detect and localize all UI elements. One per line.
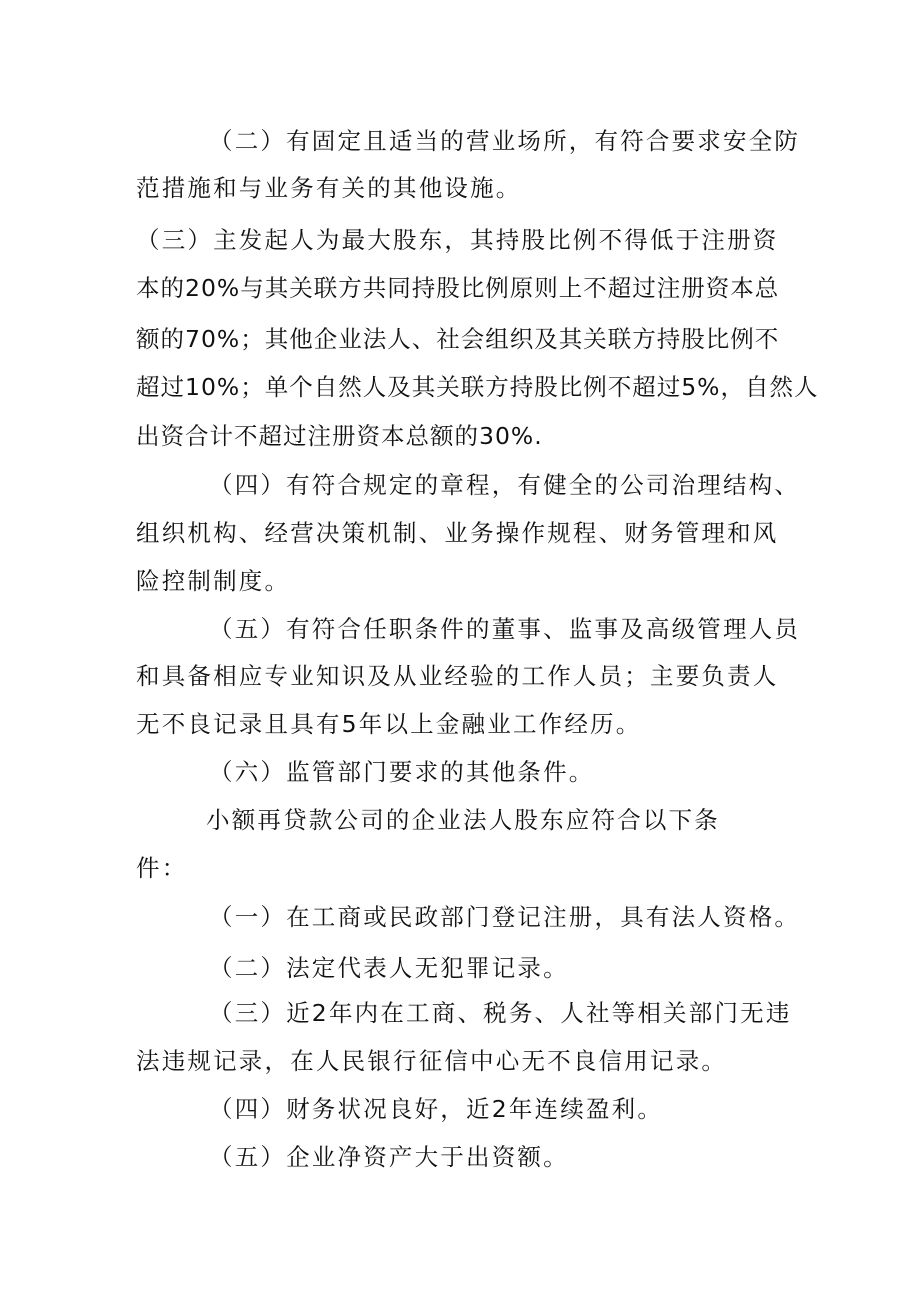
paragraph-line: 无不良记录且具有5年以上金融业工作经历。 [136,710,642,738]
paragraph-line: （二）法定代表人无犯罪记录。 [209,954,569,982]
paragraph-line: 出资合计不超过注册资本总额的30%. [136,422,543,450]
paragraph-line: 本的20%与其关联方共同持股比例原则上不超过注册资本总 [136,274,780,302]
paragraph-line: 和具备相应专业知识及从业经验的工作人员；主要负责人 [136,662,779,690]
paragraph-line: 法违规记录，在人民银行征信中心无不良信用记录。 [136,1047,728,1075]
paragraph-line: （四）有符合规定的章程，有健全的公司治理结构、 [209,471,801,499]
paragraph-line: （三）近2年内在工商、税务、人社等相关部门无违 [209,999,792,1027]
paragraph-line: 组织机构、经营决策机制、业务操作规程、财务管理和风 [136,519,779,547]
paragraph-line: （三）主发起人为最大股东，其持股比例不得低于注册资 [136,226,779,254]
paragraph-line: （六）监管部门要求的其他条件。 [209,758,595,786]
paragraph-line: （二）有固定且适当的营业场所，有符合要求安全防 [209,127,801,155]
paragraph-line: 范措施和与业务有关的其他设施。 [136,174,522,202]
paragraph-line: （五）有符合任职条件的董事、监事及高级管理人员 [209,615,801,643]
paragraph-line: （五）企业净资产大于出资额。 [209,1143,569,1171]
paragraph-line: （四）财务状况良好，近2年连续盈利。 [209,1095,664,1123]
paragraph-line: 件： [136,854,188,882]
paragraph-line: 额的70%；其他企业法人、社会组织及其关联方持股比例不 [136,325,780,353]
paragraph-line: 超过10%；单个自然人及其关联方持股比例不超过5%，自然人 [136,373,819,401]
paragraph-line: 险控制制度。 [136,567,291,595]
paragraph-line: 小额再贷款公司的企业法人股东应符合以下条 [206,806,720,834]
paragraph-line: （一）在工商或民政部门登记注册，具有法人资格。 [209,903,801,931]
